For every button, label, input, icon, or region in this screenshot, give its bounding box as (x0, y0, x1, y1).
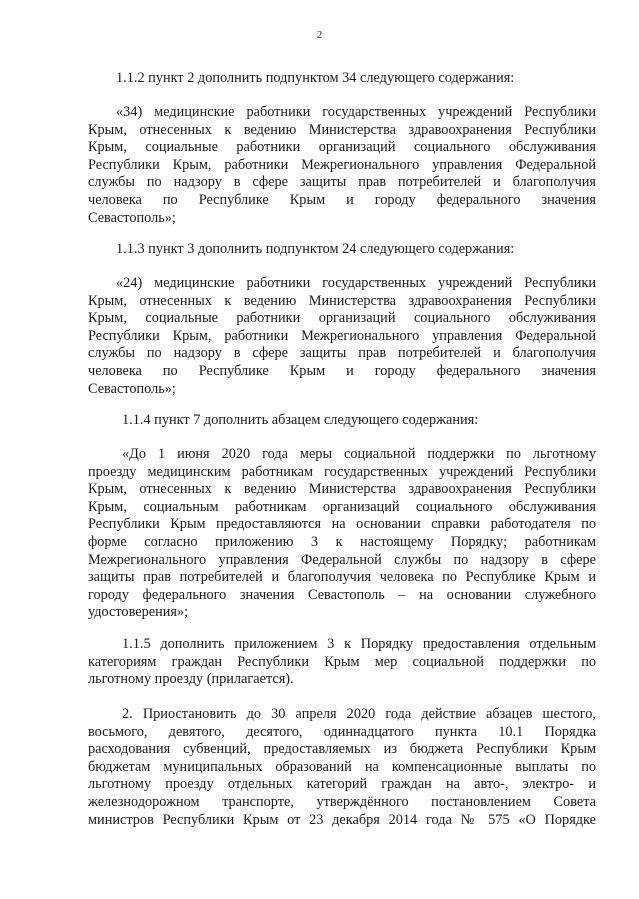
section-2-body (88, 706, 596, 829)
text-line: Крым, отнесенных к ведению Министерства здравоохранения Республики (88, 121, 596, 138)
text-line: Севастополь»; (88, 209, 176, 226)
text-line: Крым, социальные работники организаций социального обслуживания (88, 310, 596, 327)
text-line: городу федерального значения Севастополь – на основании служебного (88, 586, 596, 603)
text-line: категориям граждан Республики Крым мер социальной поддержки по (88, 653, 596, 670)
text-line: службы по надзору в сфере защиты прав потребителей и благополучия (88, 345, 596, 362)
text-line: льготному проезду (прилагается). (88, 671, 294, 688)
text-line: Крым, отнесенных к ведению Министерства здравоохранения Республики (88, 481, 596, 498)
text-line: Севастополь»; (88, 380, 176, 397)
text-line: человека по Республике Крым и городу федерального значения (88, 191, 596, 208)
text-line: человека по Республике Крым и городу федерального значения (88, 362, 596, 379)
text-line: бюджетам муниципальных образований на компенсационные выплаты по (88, 758, 596, 775)
section-1-1-2-body (88, 104, 596, 227)
text-line: защиты прав потребителей и благополучия человека по Республике Крым и (88, 569, 596, 586)
text-line: 1.1.5 дополнить приложением 3 к Порядку предоставления отдельным (122, 636, 596, 652)
section-1-1-3-heading: 1.1.3 пункт 3 дополнить подпунктом 24 следующего содержания: (116, 241, 515, 257)
text-line: Крым, отнесенных к ведению Министерства здравоохранения Республики (88, 292, 596, 309)
text-line: Республики Крым, работники Межрегионального управления Федеральной (88, 156, 596, 173)
text-line: Межрегионального управления Федеральной службы по надзору в сфере (88, 551, 596, 568)
text-line: форме согласно приложению 3 к настоящему Порядку; работникам (88, 533, 596, 550)
section-1-1-2-heading: 1.1.2 пункт 2 дополнить подпунктом 34 следующего содержания: (116, 70, 515, 86)
text-line: проезду медицинским работникам государственных учреждений Республики (88, 463, 596, 480)
section-1-1-4-heading: 1.1.4 пункт 7 дополнить абзацем следующего содержания: (122, 412, 479, 428)
section-1-1-3-body (88, 275, 596, 398)
section-1-1-4-body (88, 446, 596, 622)
page-number: 2 (316, 29, 323, 41)
text-line: министров Республики Крым от 23 декабря 2014 года № 575 «О Порядке (88, 811, 596, 828)
text-line: льготному проезду отдельных категорий граждан на авто-, электро- и (88, 776, 596, 793)
text-line: удостоверения»; (88, 604, 189, 621)
text-line: «До 1 июня 2020 года меры социальной поддержки по льготному (122, 446, 596, 462)
text-line: восьмого, девятого, десятого, одиннадцатого пункта 10.1 Порядка (88, 723, 596, 740)
text-line: железнодорожном транспорте, утверждённого постановлением Совета (88, 793, 596, 810)
text-line: расходования субвенций, предоставляемых из бюджета Республики Крым (88, 741, 596, 758)
text-line: Республики Крым, работники Межрегионального управления Федеральной (88, 327, 596, 344)
text-line: Республики Крым предоставляются на основании справки работодателя по (88, 516, 596, 533)
section-1-1-5-body (88, 636, 596, 689)
text-line: 2. Приостановить до 30 апреля 2020 года действие абзацев шестого, (122, 706, 596, 722)
text-line: «34) медицинские работники государственных учреждений Республики (116, 104, 596, 120)
text-line: «24) медицинские работники государственных учреждений Республики (116, 275, 596, 291)
text-line: Крым, социальные работники организаций социального обслуживания (88, 139, 596, 156)
text-line: службы по надзору в сфере защиты прав потребителей и благополучия (88, 174, 596, 191)
text-line: Крым, социальным работникам организаций социального обслуживания (88, 498, 596, 515)
